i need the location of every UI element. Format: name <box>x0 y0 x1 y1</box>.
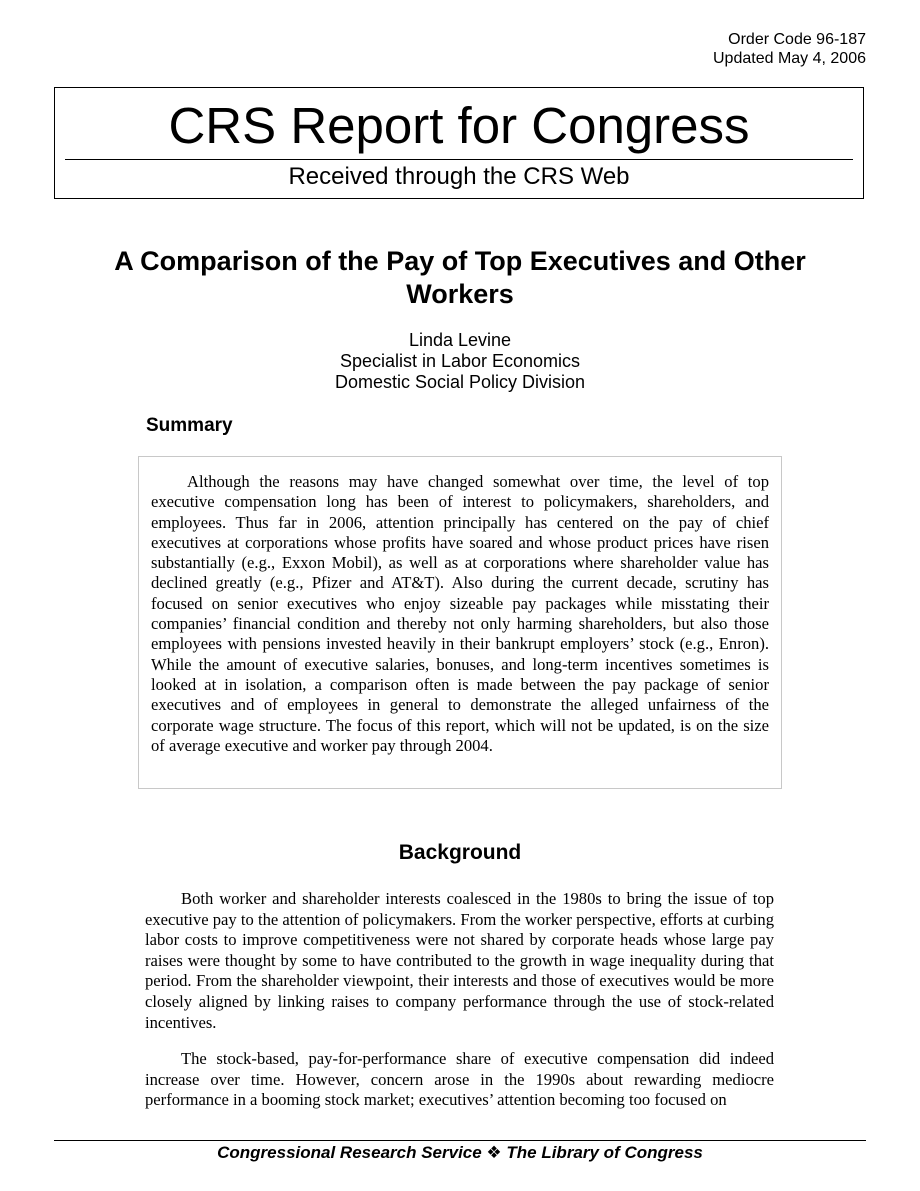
report-banner <box>54 87 864 199</box>
banner-title: CRS Report for Congress <box>168 97 750 154</box>
banner-divider <box>65 159 853 160</box>
author-name: Linda Levine <box>408 330 512 350</box>
summary-heading: Summary <box>146 415 233 436</box>
banner-subtitle: Received through the CRS Web <box>288 163 630 190</box>
order-code: Order Code 96-187 <box>728 31 866 48</box>
background-heading: Background <box>398 841 522 864</box>
footer-text: Congressional Research Service ❖ The Library of Congress <box>217 1143 703 1162</box>
author-title: Specialist in Labor Economics <box>339 351 581 371</box>
summary-text: Although the reasons may have changed somewhat over time, the level of top executive compensation long has been of interest to policymakers, shareholders, and employees. Thus far in 2006, attention principally has centered on the pay of chief executives at corporations whose profits have soared and whose product prices have risen substantially (e.g., Exxon Mobil), as well as at corporations where shareholder value has declined greatly (e.g., Pfizer and AT&T). Also during the current decade, scrutiny has focused on senior executives who enjoy sizeable pay packages while misstating their companies’ financial condition and thereby not only harming shareholders, but also those employees with pensions invested heavily in their bankrupt employers’ stock (e.g., Enron). While the amount of executive salaries, bonuses, and long-term incentives sometimes is looked at in isolation, a comparison often is made between the pay package of senior executives and of employees in general to demonstrate the alleged unfairness of the corporate wage structure. The focus of this report, which will not be updated, is on the size of average executive and worker pay through 2004. <box>151 472 769 755</box>
document-title: A Comparison of the Pay of Top Executives and Other Workers <box>114 246 806 309</box>
background-paragraph: Both worker and shareholder interests coalesced in the 1980s to bring the issue of top executive pay to the attention of policymakers. From the worker perspective, efforts at curbing labor costs to improve competitiveness were not shared by corporate heads whose large pay raises were thought by some to have contributed to the growth in wage inequality during that period. From the shareholder viewpoint, their interests and those of executives would be more closely aligned by linking raises to company performance through the use of stock-related incentives. <box>145 889 774 1032</box>
author-division: Domestic Social Policy Division <box>334 372 586 392</box>
footer-divider <box>54 1140 866 1141</box>
summary-box <box>138 456 782 789</box>
updated-date: Updated May 4, 2006 <box>713 50 866 67</box>
order-info <box>713 30 866 68</box>
author-block <box>150 330 770 393</box>
background-paragraph: The stock-based, pay-for-performance share of executive compensation did indeed increase over time. However, concern arose in the 1990s about rewarding mediocre performance in a booming stock market; executives’ attention becoming too focused on <box>145 1049 774 1110</box>
